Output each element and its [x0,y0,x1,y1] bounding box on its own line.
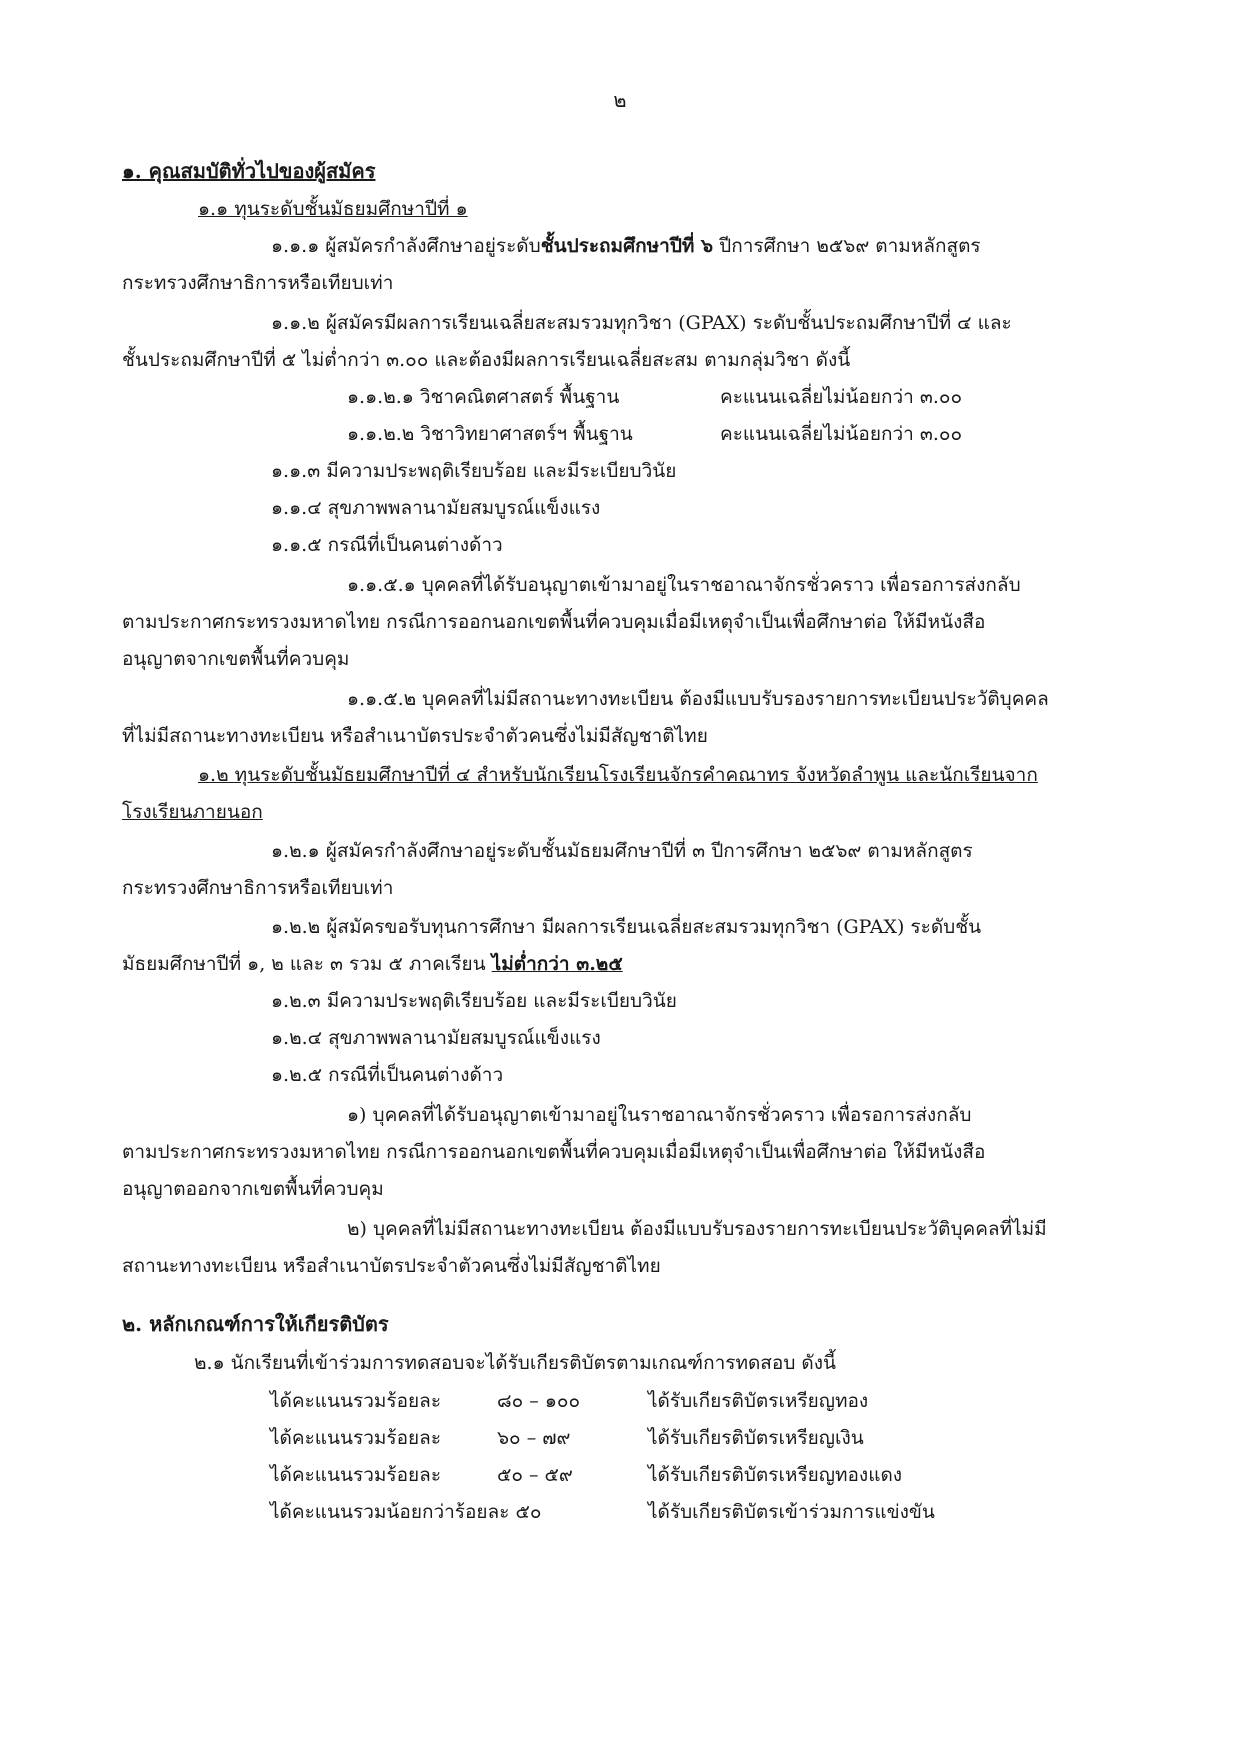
item-1-2-1-line-1: ๑.๒.๑ ผู้สมัครกำลังศึกษาอยู่ระดับชั้นมัธยมศึกษาปีที่ ๓ ปีการศึกษา ๒๕๖๙ ตามหลักสูตร [271,840,973,862]
item-2-1: ๒.๑ นักเรียนที่เข้าร่วมการทดสอบจะได้รับเกียรติบัตรตามเกณฑ์การทดสอบ ดังนี้ [194,1352,837,1374]
item-1-1-2-1-criteria: คะแนนเฉลี่ยไม่น้อยกว่า ๓.๐๐ [720,386,963,408]
item-1-2-2-text: มัธยมศึกษาปีที่ ๑, ๒ และ ๓ รวม ๕ ภาคเรียน [122,953,492,975]
item-1-1-3: ๑.๑.๓ มีความประพฤติเรียบร้อย และมีระเบียบวินัย [271,460,677,482]
section-2-title: ๒. หลักเกณฑ์การให้เกียรติบัตร [122,1312,389,1336]
item-1-2-5-2-line-1: ๒) บุคคลที่ไม่มีสถานะทางทะเบียน ต้องมีแบบรับรองรายการทะเบียนประวัติบุคคลที่ไม่มี [347,1218,1047,1240]
item-1-2-5-1-line-2: ตามประกาศกระทรวงมหาดไทย กรณีการออกนอกเขตพื้นที่ควบคุมเมื่อมีเหตุจำเป็นเพื่อศึกษาต่อ ให้มีหนังสือ [122,1141,986,1163]
item-1-1-5-1-line-3: อนุญาตจากเขตพื้นที่ควบคุม [122,648,350,670]
item-1-1-5-2-line-1: ๑.๑.๕.๒ บุคคลที่ไม่มีสถานะทางทะเบียน ต้องมีแบบรับรองรายการทะเบียนประวัติบุคคล [347,688,1049,710]
award-2-label: ได้คะแนนรวมร้อยละ [270,1427,442,1449]
item-1-2-2-line-1: ๑.๒.๒ ผู้สมัครขอรับทุนการศึกษา มีผลการเรียนเฉลี่ยสะสมรวมทุกวิชา (GPAX) ระดับชั้น [271,916,982,938]
item-1-1-5-2-line-2: ที่ไม่มีสถานะทางทะเบียน หรือสำเนาบัตรประจำตัวคนซึ่งไม่มีสัญชาติไทย [122,725,708,747]
award-3-result: ได้รับเกียรติบัตรเหรียญทองแดง [648,1464,903,1486]
page-number: ๒ [613,88,627,112]
item-1-1-2-1-subject: ๑.๑.๒.๑ วิชาคณิตศาสตร์ พื้นฐาน [347,386,620,408]
item-1-1-5: ๑.๑.๕ กรณีที่เป็นคนต่างด้าว [271,534,503,556]
item-1-2-5-1-line-3: อนุญาตออกจากเขตพื้นที่ควบคุม [122,1178,384,1200]
award-4-label: ได้คะแนนรวมน้อยกว่าร้อยละ ๕๐ [270,1501,542,1523]
award-1-result: ได้รับเกียรติบัตรเหรียญทอง [648,1390,869,1412]
item-1-1-2-line-1: ๑.๑.๒ ผู้สมัครมีผลการเรียนเฉลี่ยสะสมรวมทุกวิชา (GPAX) ระดับชั้นประถมศึกษาปีที่ ๔ และ [271,312,1012,334]
item-1-2-2-line-2 [122,951,623,977]
item-1-1-1-line-1 [271,233,981,259]
item-1-2-5-1-line-1: ๑) บุคคลที่ได้รับอนุญาตเข้ามาอยู่ในราชอาณาจักรชั่วคราว เพื่อรอการส่งกลับ [347,1104,972,1126]
item-1-2-1-line-2: กระทรวงศึกษาธิการหรือเทียบเท่า [122,877,394,899]
award-4-result: ได้รับเกียรติบัตรเข้าร่วมการแข่งขัน [648,1501,935,1523]
section-1-1-heading: ๑.๑ ทุนระดับชั้นมัธยมศึกษาปีที่ ๑ [198,198,468,220]
section-1-2-heading-line-1: ๑.๒ ทุนระดับชั้นมัธยมศึกษาปีที่ ๔ สำหรับนักเรียนโรงเรียนจักรคำคณาทร จังหวัดลำพูน และนักเรียนจาก [198,764,1038,786]
item-1-2-2-emphasis: ไม่ต่ำกว่า ๓.๒๕ [491,953,623,975]
award-2-result: ได้รับเกียรติบัตรเหรียญเงิน [648,1427,864,1449]
item-1-1-1-text-a: ๑.๑.๑ ผู้สมัครกำลังศึกษาอยู่ระดับ [271,235,541,257]
item-1-2-5-2-line-2: สถานะทางทะเบียน หรือสำเนาบัตรประจำตัวคนซึ่งไม่มีสัญชาติไทย [122,1255,661,1277]
award-3-range: ๕๐ – ๕๙ [497,1464,573,1486]
award-2-range: ๖๐ – ๗๙ [497,1427,571,1449]
item-1-1-5-1-line-1: ๑.๑.๕.๑ บุคคลที่ได้รับอนุญาตเข้ามาอยู่ในราชอาณาจักรชั่วคราว เพื่อรอการส่งกลับ [347,574,1021,596]
item-1-1-2-2-subject: ๑.๑.๒.๒ วิชาวิทยาศาสตร์ฯ พื้นฐาน [347,423,633,445]
item-1-1-4: ๑.๑.๔ สุขภาพพลานามัยสมบูรณ์แข็งแรง [271,497,601,519]
item-1-1-1-line-2: กระทรวงศึกษาธิการหรือเทียบเท่า [122,272,394,294]
item-1-1-2-2-criteria: คะแนนเฉลี่ยไม่น้อยกว่า ๓.๐๐ [720,423,963,445]
item-1-1-1-emphasis: ชั้นประถมศึกษาปีที่ ๖ [540,235,714,257]
award-1-range: ๘๐ – ๑๐๐ [497,1390,581,1412]
award-1-label: ได้คะแนนรวมร้อยละ [270,1390,442,1412]
item-1-2-4: ๑.๒.๔ สุขภาพพลานามัยสมบูรณ์แข็งแรง [271,1027,601,1049]
section-1-title: ๑. คุณสมบัติทั่วไปของผู้สมัคร [122,159,376,183]
item-1-2-3: ๑.๒.๓ มีความประพฤติเรียบร้อย และมีระเบียบวินัย [271,990,677,1012]
award-3-label: ได้คะแนนรวมร้อยละ [270,1464,442,1486]
item-1-1-5-1-line-2: ตามประกาศกระทรวงมหาดไทย กรณีการออกนอกเขตพื้นที่ควบคุมเมื่อมีเหตุจำเป็นเพื่อศึกษาต่อ ให้มีหนังสือ [122,611,986,633]
item-1-2-5: ๑.๒.๕ กรณีที่เป็นคนต่างด้าว [271,1064,504,1086]
item-1-1-1-text-c: ปีการศึกษา ๒๕๖๙ ตามหลักสูตร [713,235,981,257]
item-1-1-2-line-2: ชั้นประถมศึกษาปีที่ ๕ ไม่ต่ำกว่า ๓.๐๐ และต้องมีผลการเรียนเฉลี่ยสะสม ตามกลุ่มวิชา ดังนี้ [122,349,851,371]
section-1-2-heading-line-2: โรงเรียนภายนอก [122,801,263,823]
